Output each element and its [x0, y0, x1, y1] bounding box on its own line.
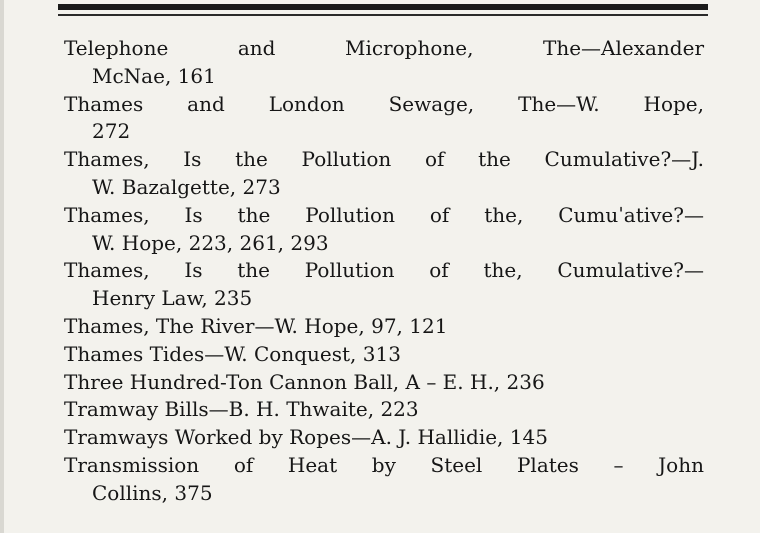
entry-title-line: Thames Tides—W. Conquest, 313 — [64, 341, 401, 366]
index-entry — [64, 146, 714, 202]
page-edge-shadow — [0, 0, 4, 533]
entry-title-line: Thames and London Sewage, The—W. Hope, — [64, 91, 704, 116]
index-entry — [64, 341, 714, 369]
heavy-top-rule — [58, 4, 708, 10]
entry-title-line: Tramway Bills—B. H. Thwaite, 223 — [64, 397, 419, 422]
entry-title-line: Telephone and Microphone, The—Alexander — [64, 36, 704, 60]
entry-title-line: Transmission of Heat by Steel Plates – John — [64, 452, 704, 477]
index-entry — [64, 35, 714, 91]
entry-continuation-line: Collins, 375 — [92, 480, 213, 505]
entry-continuation-line: McNae, 161 — [92, 63, 216, 88]
entry-continuation-line: Henry Law, 235 — [92, 286, 253, 311]
entry-title-line: Thames, The River—W. Hope, 97, 121 — [64, 313, 448, 338]
entry-continuation-line: W. Bazalgette, 273 — [92, 174, 281, 199]
entry-title-line: Three Hundred-Ton Cannon Ball, A – E. H., 236 — [64, 369, 545, 394]
index-entry — [64, 91, 714, 147]
index-entry — [64, 396, 714, 424]
index-entry — [64, 202, 714, 258]
entry-title-line: Thames, Is the Pollution of the, Cumuˈative?— — [64, 202, 704, 227]
index-entry — [64, 424, 714, 452]
thin-top-rule — [58, 14, 708, 16]
entry-continuation-line: 272 — [92, 119, 131, 144]
index-entry — [64, 313, 714, 341]
index-entry — [64, 369, 714, 397]
subject-index-list — [64, 35, 714, 508]
index-entry — [64, 257, 714, 313]
entry-title-line: Tramways Worked by Ropes—A. J. Hallidie, 145 — [64, 425, 548, 450]
entry-continuation-line: W. Hope, 223, 261, 293 — [92, 230, 329, 255]
entry-title-line: Thames, Is the Pollution of the, Cumulative?— — [64, 258, 704, 283]
index-entry — [64, 452, 714, 508]
entry-title-line: Thames, Is the Pollution of the Cumulative?—J. — [64, 147, 704, 172]
